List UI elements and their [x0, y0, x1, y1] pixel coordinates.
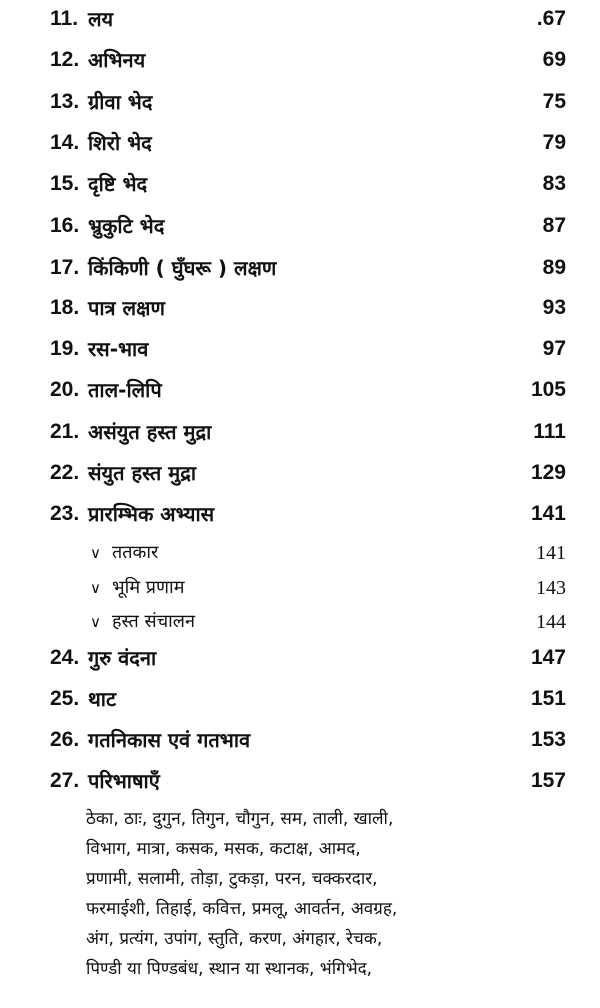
- entry-page-number: 157: [530, 769, 566, 792]
- entry-page-number: 147: [530, 646, 566, 669]
- toc-entry-11[interactable]: [0, 1, 600, 37]
- toc-entry-26[interactable]: [0, 722, 600, 758]
- toc-entry-19[interactable]: [0, 331, 600, 367]
- entry-number: 20.: [50, 378, 80, 401]
- entry-page-number: 93: [542, 296, 566, 319]
- terms-line: ठेका, ठाः, दुगुन, तिगुन, चौगुन, सम, ताली, खाली,: [86, 809, 394, 829]
- entry-page-number: .67: [536, 7, 566, 30]
- toc-subentry[interactable]: [0, 537, 600, 569]
- entry-number: 14.: [50, 131, 80, 154]
- toc-entry-12[interactable]: [0, 42, 600, 78]
- toc-entry-14[interactable]: [0, 125, 600, 161]
- terms-line: फरमाईशी, तिहाई, कवित्त, प्रमलू, आवर्तन, अवग्रह,: [86, 899, 398, 919]
- entry-page-number: 105: [530, 378, 566, 401]
- entry-title: दृष्टि भेद: [88, 172, 148, 196]
- entry-page-number: 111: [533, 420, 566, 443]
- check-mark-icon: ∨: [90, 613, 101, 631]
- entry-number: 22.: [50, 461, 80, 484]
- entry-page-number: 151: [530, 687, 566, 710]
- entry-title: गतनिकास एवं गतभाव: [88, 728, 251, 752]
- toc-entry-23[interactable]: [0, 496, 600, 532]
- entry-number: 23.: [50, 502, 80, 525]
- terms-line: प्रणामी, सलामी, तोड़ा, टुकड़ा, परन, चक्करदार,: [86, 869, 378, 889]
- check-mark-icon: ∨: [90, 544, 101, 562]
- subentry-page-number: 144: [536, 611, 566, 633]
- subentry-title: हस्त संचालन: [112, 611, 195, 632]
- entry-title: भ्रुकुटि भेद: [88, 214, 165, 238]
- entry-number: 16.: [50, 214, 80, 237]
- entry-number: 26.: [50, 728, 80, 751]
- entry-title: संयुत हस्त मुद्रा: [88, 461, 197, 485]
- terms-line: पिण्डी या पिण्डबंध, स्थान या स्थानक, भंगिभेद,: [86, 959, 373, 979]
- entry-page-number: 141: [530, 502, 566, 525]
- entry-title: प्रारम्भिक अभ्यास: [88, 502, 215, 526]
- toc-subentry[interactable]: [0, 572, 600, 604]
- entry-title: शिरो भेद: [88, 131, 152, 155]
- toc-entry-17[interactable]: [0, 250, 600, 286]
- entry-title: गुरु वंदना: [88, 646, 157, 670]
- toc-entry-27[interactable]: [0, 763, 600, 799]
- entry-page-number: 87: [542, 214, 566, 237]
- entry-number: 24.: [50, 646, 80, 669]
- entry-number: 12.: [50, 48, 80, 71]
- entry-number: 21.: [50, 420, 80, 443]
- entry-page-number: 153: [530, 728, 566, 751]
- toc-entry-20[interactable]: [0, 372, 600, 408]
- entry-page-number: 69: [542, 48, 566, 71]
- entry-title: असंयुत हस्त मुद्रा: [88, 420, 212, 444]
- entry-number: 11.: [50, 7, 79, 30]
- check-mark-icon: ∨: [90, 579, 101, 597]
- entry-title: पात्र लक्षण: [88, 296, 165, 320]
- subentry-page-number: 143: [536, 577, 566, 599]
- definitions-terms-list: [86, 804, 526, 984]
- entry-page-number: 89: [542, 256, 566, 279]
- terms-line: विभाग, मात्रा, कसक, मसक, कटाक्ष, आमद,: [86, 839, 361, 859]
- entry-number: 27.: [50, 769, 80, 792]
- entry-number: 17.: [50, 256, 80, 279]
- entry-title: ग्रीवा भेद: [88, 90, 153, 114]
- entry-number: 18.: [50, 296, 80, 319]
- entry-page-number: 79: [542, 131, 566, 154]
- entry-number: 13.: [50, 90, 80, 113]
- toc-entry-18[interactable]: [0, 290, 600, 326]
- subentry-page-number: 141: [536, 542, 566, 564]
- toc-entry-24[interactable]: [0, 640, 600, 676]
- entry-title: रस-भाव: [88, 337, 149, 361]
- entry-number: 15.: [50, 172, 80, 195]
- toc-entry-16[interactable]: [0, 208, 600, 244]
- toc-entry-25[interactable]: [0, 681, 600, 717]
- toc-entry-22[interactable]: [0, 455, 600, 491]
- entry-title: किंकिणी ( घुँघरू ) लक्षण: [88, 256, 277, 280]
- subentry-title: भूमि प्रणाम: [112, 577, 185, 598]
- entry-title: लय: [88, 7, 114, 31]
- entry-number: 19.: [50, 337, 80, 360]
- entry-page-number: 75: [542, 90, 566, 113]
- toc-entry-13[interactable]: [0, 84, 600, 120]
- entry-title: परिभाषाएँ: [88, 769, 160, 793]
- entry-title: थाट: [88, 687, 117, 711]
- subentry-title: ततकार: [112, 542, 159, 563]
- toc-subentry[interactable]: [0, 606, 600, 638]
- entry-title: अभिनय: [88, 48, 146, 72]
- terms-line: अंग, प्रत्यंग, उपांग, स्तुति, करण, अंगहार, रेचक,: [86, 929, 383, 949]
- entry-page-number: 129: [530, 461, 566, 484]
- entry-page-number: 83: [542, 172, 566, 195]
- entry-page-number: 97: [542, 337, 566, 360]
- toc-entry-21[interactable]: [0, 414, 600, 450]
- entry-title: ताल-लिपि: [88, 378, 162, 402]
- toc-entry-15[interactable]: [0, 166, 600, 202]
- entry-number: 25.: [50, 687, 80, 710]
